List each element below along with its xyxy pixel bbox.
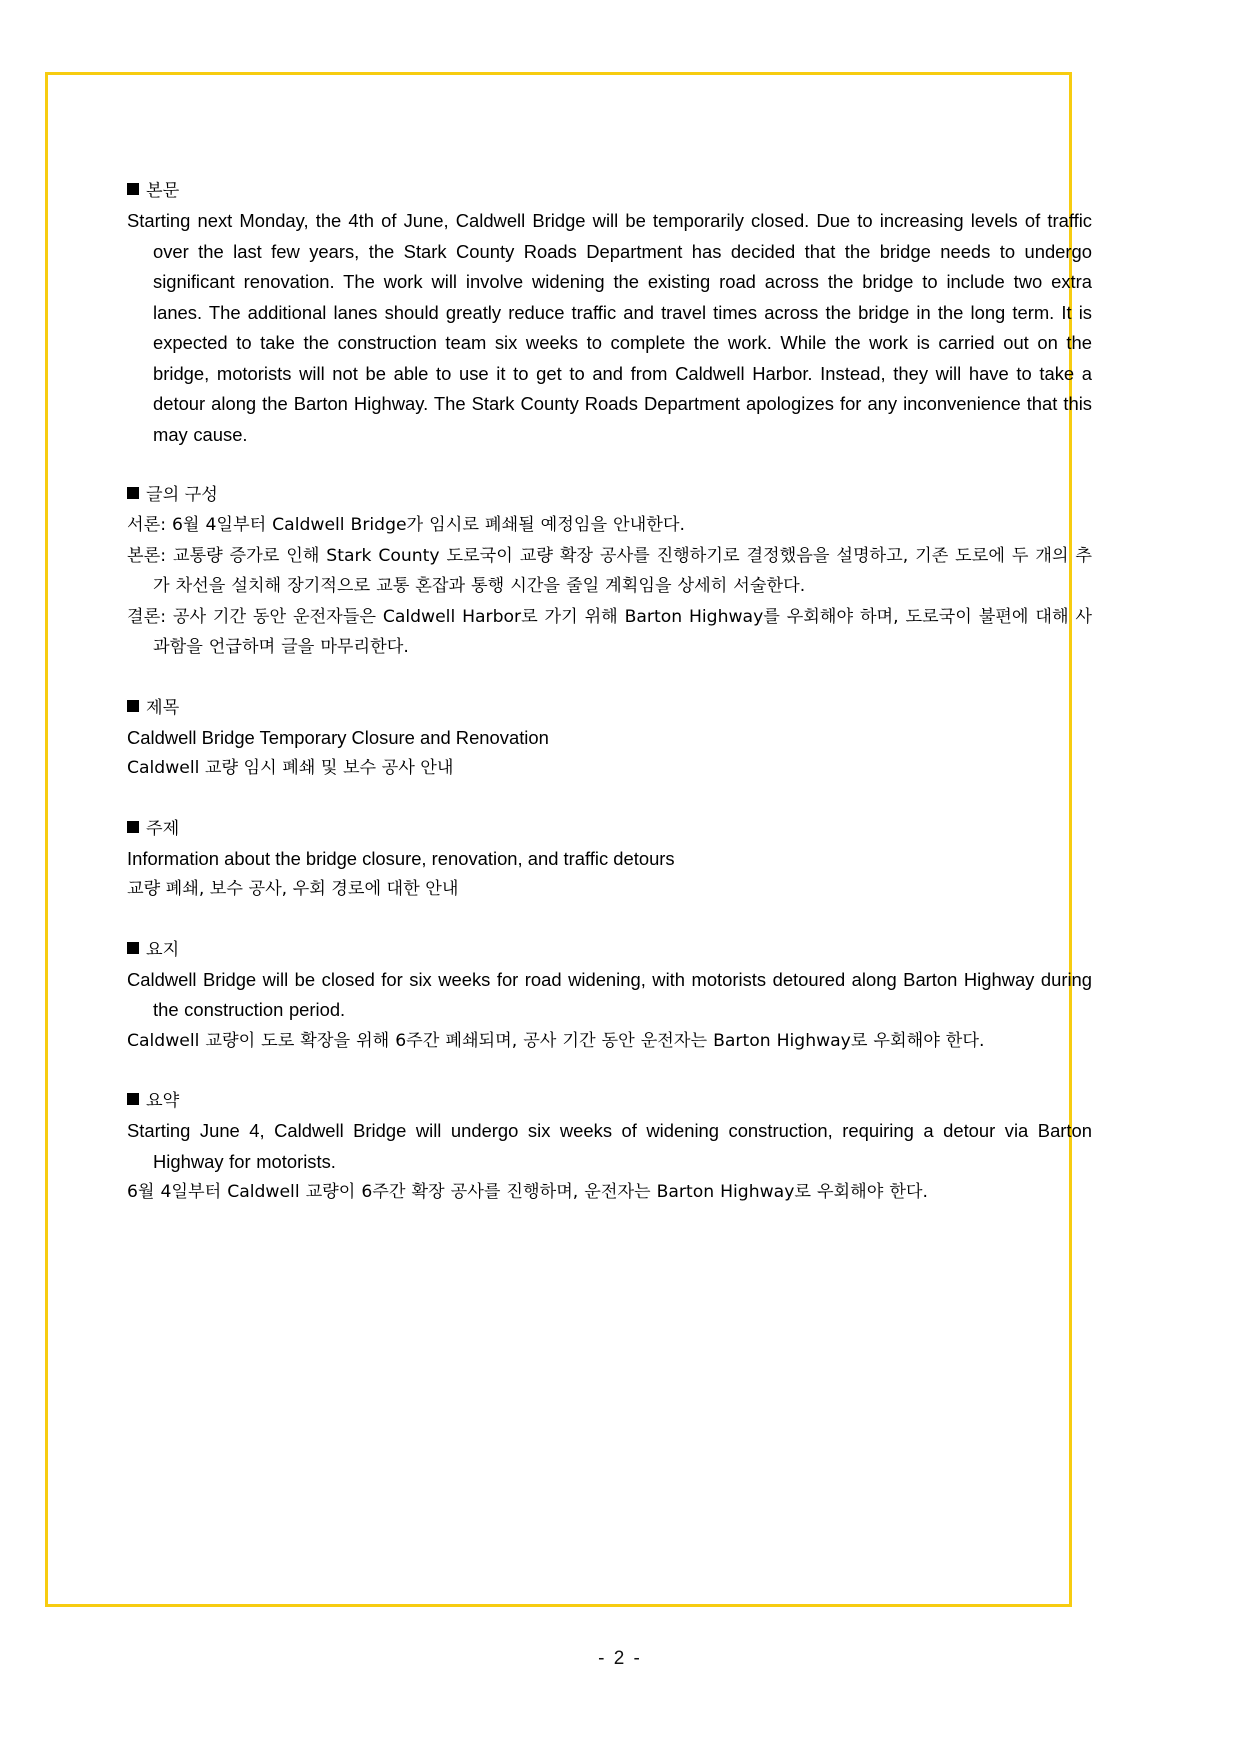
page-number-footer: - 2 - [598, 1648, 642, 1669]
square-bullet-icon [127, 821, 139, 833]
section-yoyak [127, 1085, 1092, 1208]
document-content [127, 175, 1092, 1208]
juje-line-english: Information about the bridge closure, renovation, and traffic detours [127, 847, 675, 869]
section-spacer [127, 450, 1092, 479]
bonmun-body-paragraph: Starting next Monday, the 4th of June, Caldwell Bridge will be temporarily closed. Due to increasing levels of traffic over the last few years, the Stark County Roads Department has decided that the bridge needs to undergo significant renovation. The work will involve widening the existing road across the bridge to include two extra lanes. The additional lanes should greatly reduce traffic and travel times across the bridge in the long term. It is expected to take the construction team six weeks to complete the work. While the work is carried out on the bridge, motorists will not be able to use it to get to and from Caldwell Harbor. Instead, they will have to take a detour along the Barton Highway. The Stark County Roads Department apologizes for any inconvenience that this may cause. [127, 210, 1092, 445]
juje-line-korean: 교량 폐쇄, 보수 공사, 우회 경로에 대한 안내 [127, 879, 459, 899]
section-heading-label: 제목 [146, 697, 180, 718]
section-heading-label: 요지 [146, 939, 180, 960]
section-heading-yoji [127, 934, 1092, 965]
square-bullet-icon [127, 700, 139, 712]
section-yoji [127, 934, 1092, 1057]
yoji-line-english: Caldwell Bridge will be closed for six weeks for road widening, with motorists detoured along Barton Highway during the construction period. [127, 968, 1092, 1020]
square-bullet-icon [127, 942, 139, 954]
section-juje [127, 813, 1092, 905]
section-heading-yoyak [127, 1085, 1092, 1116]
jemok-line-english: Caldwell Bridge Temporary Closure and Renovation [127, 726, 549, 748]
section-jemok [127, 692, 1092, 784]
jemok-line-korean: Caldwell 교량 임시 폐쇄 및 보수 공사 안내 [127, 758, 454, 778]
section-spacer [127, 905, 1092, 934]
section-heading-jemok [127, 692, 1092, 723]
yoyak-line-english: Starting June 4, Caldwell Bridge will undergo six weeks of widening construction, requiring a detour via Barton Highway for motorists. [127, 1120, 1092, 1172]
section-heading-bonmun [127, 175, 1092, 206]
yoji-line-korean: Caldwell 교량이 도로 확장을 위해 6주간 폐쇄되며, 공사 기간 동안 운전자는 Barton Highway로 우회해야 한다. [127, 1030, 985, 1051]
section-heading-label: 글의 구성 [146, 485, 218, 505]
guseong-item-gyeollon: 결론: 공사 기간 동안 운전자들은 Caldwell Harbor로 가기 위해 Barton Highway를 우회해야 하며, 도로국이 불편에 대해 사과함을 언급하며 글을 마무리한다. [127, 606, 1092, 657]
section-bonmun [127, 175, 1092, 450]
square-bullet-icon [127, 487, 139, 499]
section-heading-label: 본문 [146, 181, 180, 201]
guseong-item-bonron: 본론: 교통량 증가로 인해 Stark County 도로국이 교량 확장 공사를 진행하기로 결정했음을 설명하고, 기존 도로에 두 개의 추가 차선을 설치해 장기적으로 교통 혼잡과 통행 시간을 줄일 계획임을 상세히 서술한다. [127, 545, 1092, 596]
square-bullet-icon [127, 1093, 139, 1105]
section-guseong [127, 479, 1092, 663]
page-border-frame [45, 72, 1092, 1607]
section-spacer [127, 1056, 1092, 1085]
section-spacer [127, 663, 1092, 692]
section-spacer [127, 784, 1092, 813]
section-heading-label: 요약 [146, 1091, 180, 1111]
section-heading-label: 주제 [146, 818, 180, 839]
section-heading-juje [127, 813, 1092, 844]
yoyak-line-korean: 6월 4일부터 Caldwell 교량이 6주간 확장 공사를 진행하며, 운전자는 Barton Highway로 우회해야 한다. [127, 1182, 928, 1202]
square-bullet-icon [127, 183, 139, 195]
section-heading-guseong [127, 479, 1092, 510]
guseong-item-seoron: 서론: 6월 4일부터 Caldwell Bridge가 임시로 폐쇄될 예정임을 안내한다. [127, 515, 685, 535]
